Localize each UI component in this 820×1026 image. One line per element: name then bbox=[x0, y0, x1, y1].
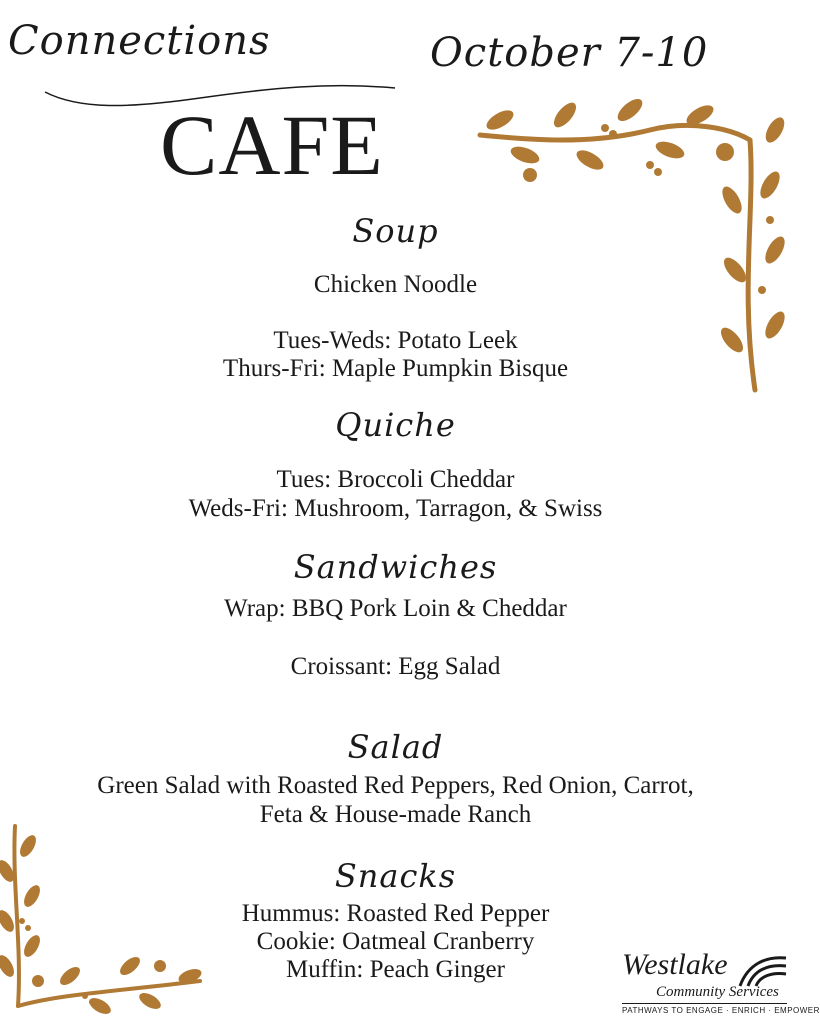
sandwiches-heading: Sandwiches bbox=[293, 548, 498, 586]
menu-item: Croissant: Egg Salad bbox=[290, 653, 501, 680]
quiche-heading: Quiche bbox=[335, 406, 456, 444]
snacks-heading: Snacks bbox=[334, 857, 457, 895]
logo-swoosh-icon bbox=[738, 952, 788, 988]
vine-decoration-bottom-left bbox=[0, 826, 210, 1026]
menu-item: Cookie: Oatmeal Cranberry bbox=[256, 928, 535, 955]
menu-item: Tues-Weds: Potato Leek bbox=[273, 327, 518, 354]
menu-item: Muffin: Peach Ginger bbox=[286, 956, 505, 983]
logo-tagline: PATHWAYS TO ENGAGE · ENRICH · EMPOWER bbox=[622, 1006, 820, 1015]
menu-item: Hummus: Roasted Red Pepper bbox=[241, 900, 550, 927]
cafe-title: CAFE bbox=[160, 97, 384, 193]
menu-item: Green Salad with Roasted Red Peppers, Red Onion, Carrot, bbox=[97, 772, 694, 799]
westlake-logo bbox=[618, 948, 820, 1020]
salad-heading: Salad bbox=[347, 728, 444, 766]
soup-heading: Soup bbox=[352, 212, 439, 250]
connections-script-title: Connections bbox=[8, 18, 271, 64]
menu-item: Thurs-Fri: Maple Pumpkin Bisque bbox=[222, 355, 569, 382]
logo-divider bbox=[622, 1003, 787, 1004]
menu-item: Weds-Fri: Mushroom, Tarragon, & Swiss bbox=[188, 495, 603, 522]
menu-item: Feta & House-made Ranch bbox=[259, 801, 532, 828]
menu-item: Wrap: BBQ Pork Loin & Cheddar bbox=[224, 595, 567, 622]
menu-item: Chicken Noodle bbox=[313, 271, 478, 298]
menu-item: Tues: Broccoli Cheddar bbox=[276, 466, 515, 493]
date-range: October 7-10 bbox=[430, 30, 709, 76]
logo-subtitle: Community Services bbox=[656, 984, 779, 1000]
logo-name: Westlake bbox=[622, 948, 728, 981]
